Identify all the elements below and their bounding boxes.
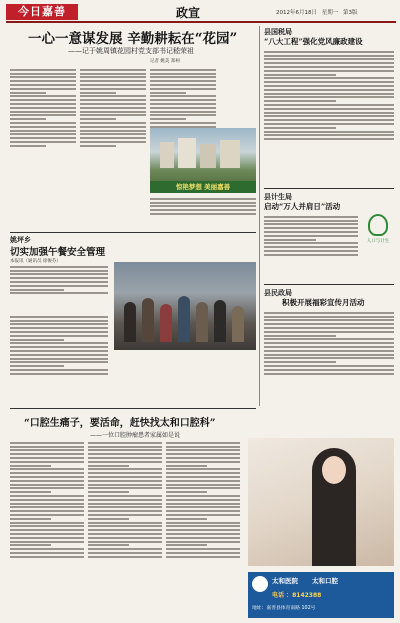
body-text-line — [80, 103, 146, 105]
body-text-line — [10, 339, 64, 341]
body-text-line — [166, 495, 240, 497]
body-text-line — [10, 331, 108, 333]
crowd-figure-5 — [196, 302, 208, 342]
body-text-line — [166, 525, 240, 527]
body-text-line — [264, 235, 358, 237]
body-text-line — [166, 552, 240, 554]
family-planning-logo — [362, 214, 394, 248]
body-text-line — [166, 541, 240, 543]
crowd-photo — [114, 262, 256, 350]
lead-divider — [10, 232, 256, 233]
body-text-line — [150, 76, 216, 78]
body-text-line — [10, 350, 108, 352]
body-text-line — [88, 541, 162, 543]
body-text-line — [10, 88, 76, 90]
body-text-line — [80, 145, 116, 147]
body-text-line — [10, 342, 108, 344]
body-text-line — [80, 107, 146, 109]
body-text-line — [150, 205, 256, 207]
body-text-line — [264, 96, 394, 98]
body-text-line — [10, 556, 84, 558]
body-text-line — [80, 88, 146, 90]
body-text-line — [150, 80, 216, 82]
body-text-line — [264, 104, 394, 106]
weekday: 星期一 — [321, 10, 339, 16]
body-text-line — [150, 198, 256, 200]
crowd-figure-1 — [124, 302, 136, 342]
page-number: 第3版 — [343, 10, 358, 16]
body-text-line — [88, 465, 129, 467]
s2-headline: 启动“万人并肩日”活动 — [264, 202, 341, 211]
body-text-line — [264, 342, 394, 344]
body-text-line — [150, 202, 256, 204]
crowd-figure-3 — [160, 304, 172, 342]
body-text-line — [264, 361, 336, 363]
body-text-line — [264, 77, 394, 79]
logo-figure-icon — [368, 214, 388, 236]
body-text-line — [10, 141, 76, 143]
body-text-line — [10, 114, 76, 116]
body-text-line — [166, 537, 240, 539]
body-text-line — [264, 223, 358, 225]
body-text-line — [10, 130, 76, 132]
lead-body-col1 — [10, 67, 76, 185]
body-text-line — [166, 514, 240, 516]
body-text-line — [88, 468, 162, 470]
body-text-line — [10, 457, 84, 459]
body-text-line — [10, 373, 108, 375]
body-text-line — [264, 231, 358, 233]
ad-phone: 电话 ：8142388 — [272, 592, 322, 599]
body-text-line — [264, 250, 358, 252]
lead-photo-banner — [150, 181, 256, 193]
body-text-line — [88, 484, 162, 486]
body-text-line — [150, 69, 216, 71]
paper-name: 今日嘉善 — [18, 5, 66, 18]
ad-brand-name-1: 太和医院 — [272, 577, 298, 585]
body-text-line — [264, 131, 394, 133]
paper-logo — [6, 4, 78, 20]
body-text-line — [264, 242, 358, 244]
body-text-line — [10, 84, 76, 86]
body-text-line — [10, 273, 108, 275]
body-text-line — [264, 108, 394, 110]
body-text-line — [10, 446, 84, 448]
body-text-line — [88, 480, 162, 482]
body-text-line — [264, 138, 394, 140]
body-text-line — [264, 81, 394, 83]
body-text-line — [150, 84, 216, 86]
crowd-figure-4 — [178, 296, 190, 342]
body-text-line — [80, 99, 146, 101]
body-text-line — [166, 529, 240, 531]
body-text-line — [166, 461, 240, 463]
ad-headline: “口腔生痛子，要活命，赶快找太和口腔科” — [24, 418, 216, 429]
body-text-line — [264, 93, 394, 95]
body-text-line — [10, 118, 46, 120]
body-text-line — [264, 85, 394, 87]
body-text-line — [10, 461, 84, 463]
body-text-line — [150, 111, 216, 113]
date: 2012年6月18日 — [276, 10, 317, 16]
body-text-line — [88, 518, 129, 520]
body-text-line — [264, 246, 358, 248]
body-text-line — [150, 122, 216, 124]
body-text-line — [10, 533, 84, 535]
body-text-line — [150, 73, 216, 75]
body-text-line — [88, 548, 162, 550]
body-text-line — [10, 92, 46, 94]
body-text-line — [264, 66, 394, 68]
ad-subhead: ——一位口腔肿瘤患者家属如是说 — [90, 432, 181, 439]
ad-photo — [248, 438, 394, 566]
body-text-line — [166, 518, 207, 520]
body-text-line — [88, 510, 162, 512]
body-text-line — [10, 145, 46, 147]
body-text-line — [166, 446, 240, 448]
body-text-line — [10, 277, 108, 279]
section-title: 政宣 — [176, 6, 201, 20]
body-text-line — [264, 312, 394, 314]
lead-body-col4 — [150, 196, 256, 226]
masthead-rule — [6, 21, 396, 23]
body-text-line — [88, 499, 162, 501]
body-text-line — [10, 122, 76, 124]
ad-body-col3 — [166, 440, 240, 618]
ad-address: 地址：嘉善县体育南路 102号 — [252, 606, 316, 611]
body-text-line — [80, 122, 146, 124]
body-text-line — [88, 457, 162, 459]
lead-subhead: ——记于姚周镇花园村党支部书记嵇荣祖 — [68, 47, 194, 55]
body-text-line — [88, 525, 162, 527]
body-text-line — [10, 510, 84, 512]
body-text-line — [264, 254, 358, 256]
body-text-line — [88, 472, 162, 474]
body-text-line — [264, 350, 394, 352]
body-text-line — [10, 541, 84, 543]
body-text-line — [10, 292, 108, 294]
body-text-line — [264, 369, 394, 371]
body-text-line — [88, 461, 162, 463]
body-text-line — [80, 133, 146, 135]
body-text-line — [264, 51, 394, 53]
body-text-line — [80, 69, 146, 71]
body-text-line — [88, 453, 162, 455]
s3-headline: 积极开展福彩宣传月活动 — [282, 298, 365, 307]
body-text-line — [264, 134, 394, 136]
body-text-line — [10, 323, 108, 325]
body-text-line — [10, 518, 51, 520]
body-text-line — [80, 84, 146, 86]
s1-divider — [264, 188, 394, 189]
body-text-line — [10, 266, 108, 268]
body-text-line — [10, 285, 108, 287]
s2-divider — [264, 284, 394, 285]
body-text-line — [88, 495, 162, 497]
body-text-line — [166, 506, 240, 508]
body-text-line — [166, 548, 240, 550]
body-text-line — [264, 319, 394, 321]
body-text-line — [10, 499, 84, 501]
body-text-line — [264, 70, 394, 72]
body-text-line — [10, 465, 51, 467]
body-text-line — [88, 487, 162, 489]
body-text-line — [264, 74, 336, 76]
body-text-line — [264, 89, 394, 91]
body-text-line — [150, 209, 256, 211]
body-text-line — [10, 453, 84, 455]
body-text-line — [264, 239, 316, 241]
body-text-line — [150, 92, 186, 94]
body-text-line — [10, 289, 64, 291]
logo-caption: 人口与计生 — [366, 239, 390, 244]
mid-divider — [10, 408, 256, 409]
body-text-line — [88, 529, 162, 531]
body-text-line — [150, 114, 216, 116]
body-text-line — [10, 529, 84, 531]
body-text-line — [10, 449, 84, 451]
advertorial-block — [10, 412, 394, 620]
body-text-line — [80, 130, 146, 132]
body-text-line — [10, 335, 108, 337]
body-text-line — [10, 503, 84, 505]
body-text-line — [88, 491, 129, 493]
s2-body — [264, 214, 358, 280]
body-text-line — [88, 544, 129, 546]
body-text-line — [10, 73, 76, 75]
body-text-line — [264, 216, 358, 218]
body-text-line — [80, 111, 146, 113]
body-text-line — [150, 107, 216, 109]
body-text-line — [80, 95, 146, 97]
s1-headline: “八大工程”强化党风廉政建设 — [264, 37, 363, 46]
crowd-figure-7 — [232, 306, 244, 342]
body-text-line — [166, 480, 240, 482]
body-text-line — [10, 365, 64, 367]
body-text-line — [10, 484, 84, 486]
body-text-line — [166, 453, 240, 455]
body-text-line — [10, 525, 84, 527]
body-text-line — [88, 506, 162, 508]
body-text-line — [80, 126, 146, 128]
ad-brand-name-2: 太和口腔 — [312, 577, 338, 585]
body-text-line — [264, 316, 394, 318]
brief1-body — [10, 264, 108, 310]
body-text-line — [10, 522, 84, 524]
body-text-line — [264, 227, 358, 229]
body-text-line — [88, 503, 162, 505]
body-text-line — [264, 112, 394, 114]
photo-building-4 — [220, 140, 240, 168]
body-text-line — [264, 357, 394, 359]
body-text-line — [150, 118, 186, 120]
body-text-line — [166, 533, 240, 535]
body-text-line — [10, 544, 51, 546]
body-text-line — [264, 373, 394, 375]
body-text-line — [150, 88, 216, 90]
body-text-line — [166, 449, 240, 451]
body-text-line — [10, 487, 84, 489]
crowd-figure-6 — [214, 300, 226, 342]
body-text-line — [264, 365, 394, 367]
body-text-line — [10, 480, 84, 482]
body-text-line — [166, 556, 240, 558]
body-text-line — [10, 468, 84, 470]
body-text-line — [88, 556, 162, 558]
s3-label: 县民政局 — [264, 289, 292, 297]
body-text-line — [264, 220, 358, 222]
photo-building-1 — [160, 142, 174, 168]
body-text-line — [88, 522, 162, 524]
body-text-line — [10, 491, 51, 493]
ad-model-face — [322, 456, 346, 484]
brief1-headline: 切实加强午餐安全管理 — [10, 247, 106, 258]
body-text-line — [80, 141, 146, 143]
body-text-line — [88, 533, 162, 535]
ad-brand-logo — [252, 576, 268, 592]
body-text-line — [10, 107, 76, 109]
body-text-line — [10, 506, 84, 508]
date-line — [276, 8, 358, 16]
body-text-line — [80, 118, 116, 120]
body-text-line — [10, 358, 108, 360]
body-text-line — [10, 369, 108, 371]
body-text-line — [264, 58, 394, 60]
body-text-line — [150, 103, 216, 105]
s2-label: 县计生局 — [264, 193, 292, 201]
body-text-line — [166, 457, 240, 459]
body-text-line — [10, 495, 84, 497]
body-text-line — [10, 95, 76, 97]
body-text-line — [10, 99, 76, 101]
body-text-line — [10, 442, 84, 444]
body-text-line — [88, 442, 162, 444]
body-text-line — [88, 537, 162, 539]
right-column-rule — [259, 26, 260, 406]
body-text-line — [10, 354, 108, 356]
body-text-line — [80, 137, 146, 139]
photo-building-2 — [178, 138, 196, 168]
body-text-line — [10, 346, 108, 348]
body-text-line — [88, 552, 162, 554]
body-text-line — [80, 80, 146, 82]
body-text-line — [10, 137, 76, 139]
lead-byline: 记者 姚美 郑柯 — [150, 59, 180, 64]
body-text-line — [88, 514, 162, 516]
body-text-line — [264, 327, 394, 329]
body-text-line — [264, 119, 394, 121]
body-text-line — [166, 522, 240, 524]
body-text-line — [166, 442, 240, 444]
body-text-line — [10, 537, 84, 539]
body-text-line — [80, 114, 146, 116]
photo-building-3 — [200, 144, 216, 168]
body-text-line — [166, 499, 240, 501]
body-text-line — [264, 354, 394, 356]
body-text-line — [88, 446, 162, 448]
lead-photo — [150, 128, 256, 188]
s1-body — [264, 49, 394, 185]
photo-banner-text: 惊艳梦想 美丽嘉善 — [175, 183, 231, 191]
body-text-line — [264, 115, 394, 117]
ad-body-col1 — [10, 440, 84, 618]
body-text-line — [10, 111, 76, 113]
body-text-line — [10, 126, 76, 128]
lead-body-col5 — [10, 314, 108, 404]
body-text-line — [10, 103, 76, 105]
body-text-line — [10, 281, 108, 283]
body-text-line — [264, 323, 394, 325]
body-text-line — [166, 491, 207, 493]
body-text-line — [150, 95, 216, 97]
body-text-line — [80, 76, 146, 78]
body-text-line — [10, 316, 108, 318]
lead-body-col2 — [80, 67, 146, 185]
body-text-line — [88, 476, 162, 478]
body-text-line — [10, 133, 76, 135]
body-text-line — [150, 213, 256, 215]
body-text-line — [10, 320, 108, 322]
brief1-byline: 本报讯（通讯员 徐俊芬） — [10, 259, 61, 264]
body-text-line — [10, 69, 76, 71]
lead-headline: 一心一意谋发展 辛勤耕耘在“花园” — [28, 31, 238, 47]
body-text-line — [80, 73, 146, 75]
body-text-line — [88, 449, 162, 451]
body-text-line — [264, 338, 394, 340]
body-text-line — [10, 80, 76, 82]
body-text-line — [264, 346, 394, 348]
body-text-line — [264, 62, 394, 64]
s1-label: 县国税局 — [264, 28, 292, 36]
body-text-line — [10, 548, 84, 550]
body-text-line — [10, 472, 84, 474]
body-text-line — [10, 327, 108, 329]
body-text-line — [150, 99, 216, 101]
body-text-line — [264, 335, 336, 337]
body-text-line — [10, 514, 84, 516]
body-text-line — [10, 361, 108, 363]
body-text-line — [166, 476, 240, 478]
body-text-line — [80, 92, 116, 94]
body-text-line — [10, 76, 76, 78]
body-text-line — [166, 503, 240, 505]
ad-body-col2 — [88, 440, 162, 618]
body-text-line — [166, 544, 207, 546]
body-text-line — [166, 468, 240, 470]
body-text-line — [264, 127, 336, 129]
body-text-line — [264, 100, 336, 102]
brief1-kicker: 姚坪乡 — [10, 236, 31, 244]
body-text-line — [10, 552, 84, 554]
body-text-line — [264, 123, 394, 125]
body-text-line — [10, 476, 84, 478]
body-text-line — [166, 510, 240, 512]
s3-body — [264, 310, 394, 406]
body-text-line — [10, 270, 108, 272]
body-text-line — [166, 472, 240, 474]
ad-contact-bar — [248, 572, 394, 618]
body-text-line — [166, 465, 207, 467]
body-text-line — [166, 484, 240, 486]
body-text-line — [264, 331, 394, 333]
body-text-line — [166, 487, 240, 489]
body-text-line — [264, 55, 394, 57]
crowd-figure-2 — [142, 298, 154, 342]
